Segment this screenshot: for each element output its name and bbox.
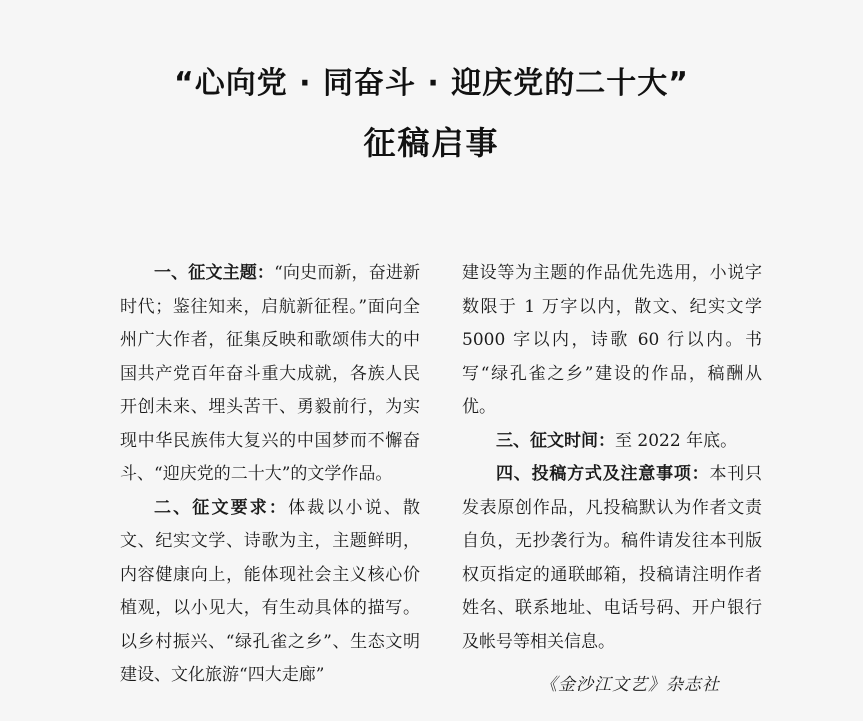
- section-2-heading: 二、征文要求：: [154, 497, 289, 518]
- section-3: [462, 425, 762, 459]
- section-2-continued: [462, 257, 762, 425]
- section-4-heading: 四、投稿方式及注意事项：: [496, 464, 710, 484]
- section-3-body: 至 2022 年底。: [615, 430, 738, 451]
- left-column: [120, 257, 420, 693]
- section-4: [462, 458, 762, 659]
- publisher-signature: 《金沙江文艺》杂志社: [540, 675, 720, 695]
- right-column: [462, 257, 762, 659]
- section-2: [120, 492, 420, 693]
- section-4-body: 本刊只发表原创作品，凡投稿默认为作者文责自负，无抄袭行为。稿件请发往本刊版权页指定的通联邮箱，投稿请注明作者姓名、联系地址、电话号码、开户银行及帐号等相关信息。: [462, 464, 763, 652]
- section-2-body-left: 体裁以小说、散文、纪实文学、诗歌为主，主题鲜明，内容健康向上，能体现社会主义核心价植观，以小见大，有生动具体的描写。以乡村振兴、“绿孔雀之乡”、生态文明建设、文化旅游“四大走廊”: [120, 497, 421, 685]
- title-line-2: 征稿启事: [363, 124, 500, 162]
- section-1-heading: 一、征文主题：: [154, 263, 275, 283]
- section-1: [120, 257, 420, 492]
- section-2-body-right: 建设等为主题的作品优先选用，小说字数限于 1 万字以内，散文、纪实文学 5000 字以内，诗歌 60 行以内。书写“绿孔雀之乡”建设的作品，稿酬从优。: [462, 263, 762, 417]
- section-1-body: “向史而新，奋进新时代；鉴往知来，启航新征程。”面向全州广大作者，征集反映和歌颂伟大的中国共产党百年奋斗重大成就，各族人民开创未来、埋头苦干、勇毅前行，为实现中华民族伟大复兴的中国梦而不懈奋斗、“迎庆党的二十大”的文学作品。: [120, 263, 420, 484]
- section-3-heading: 三、征文时间：: [496, 430, 615, 451]
- title-line-1: “心向党 · 同奋斗 · 迎庆党的二十大”: [173, 66, 689, 101]
